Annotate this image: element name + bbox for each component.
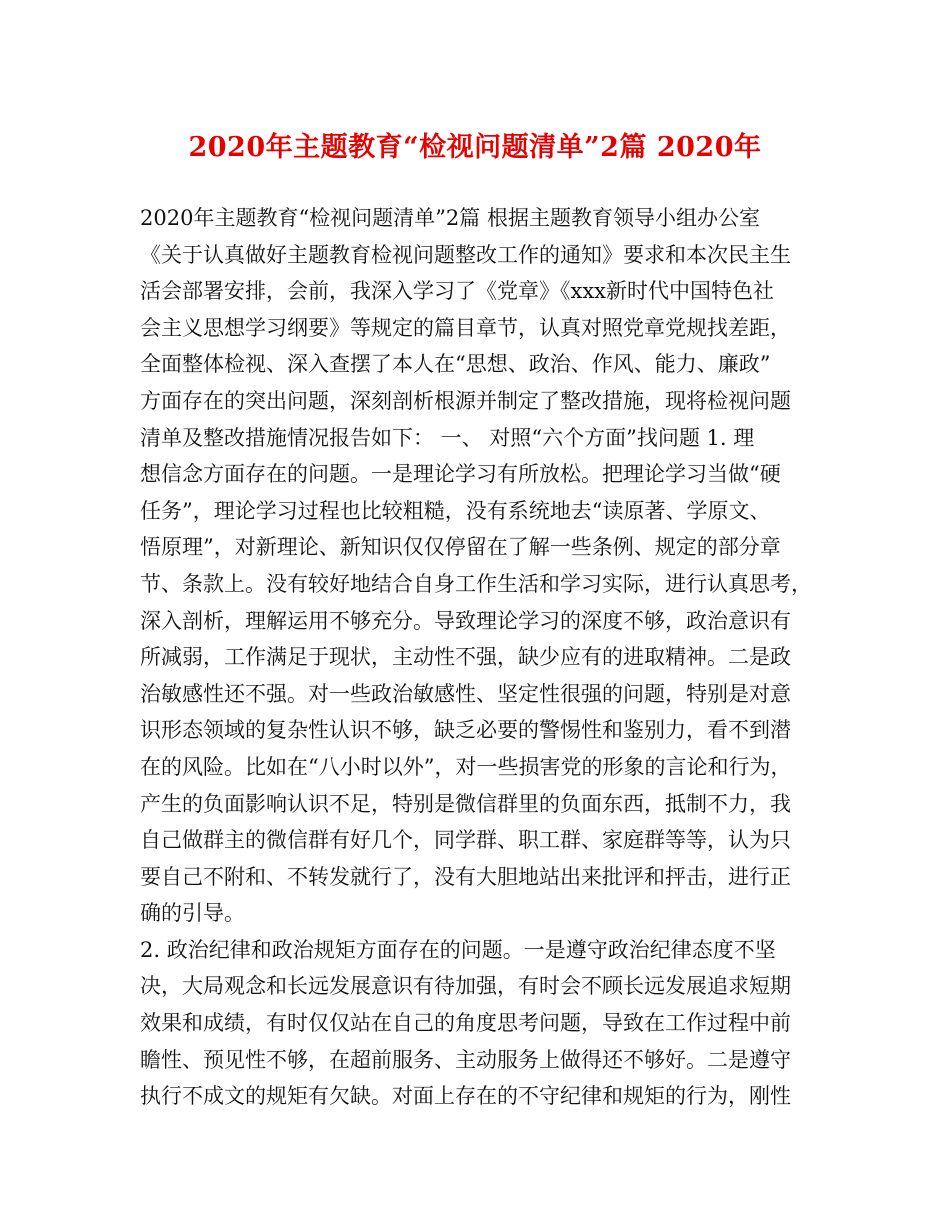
body-line: 想信念方面存在的问题。一是理论学习有所放松。把理论学习当做“硬 [140, 462, 781, 487]
document-title: 2020年主题教育“检视问题清单”2篇 2020年 [188, 132, 762, 163]
body-line: 全面整体检视、深入查摆了本人在“思想、政治、作风、能力、廉政” [140, 352, 771, 377]
body-line: 2. 政治纪律和政治规矩方面存在的问题。一是遵守政治纪律态度不坚 [140, 937, 776, 962]
body-line: 执行不成文的规矩有欠缺。对面上存在的不守纪律和规矩的行为，刚性 [140, 1084, 791, 1109]
body-line: 在的风险。比如在“八小时以外”，对一些损害党的形象的言论和行为， [140, 754, 792, 779]
body-line: 确的引导。 [140, 901, 245, 926]
body-line: 所减弱，工作满足于现状，主动性不强，缺少应有的进取精神。二是政 [140, 645, 791, 670]
body-line: 悟原理”，对新理论、新知识仅仅停留在了解一些条例、规定的部分章 [140, 535, 781, 560]
body-line: 《关于认真做好主题教育检视问题整改工作的通知》要求和本次民主生 [140, 242, 791, 267]
body-line: 瞻性、预见性不够，在超前服务、主动服务上做得还不够好。二是遵守 [140, 1047, 791, 1072]
body-line: 深入剖析，理解运用不够充分。导致理论学习的深度不够，政治意识有 [140, 608, 791, 633]
body-line: 节、条款上。没有较好地结合自身工作生活和学习实际，进行认真思考， [140, 571, 812, 596]
body-line: 2020年主题教育“检视问题清单”2篇 根据主题教育领导小组办公室 [140, 206, 760, 230]
body-line: 清单及整改措施情况报告如下： 一、 对照“六个方面”找问题 1. 理 [140, 425, 755, 450]
body-line: 活会部署安排，会前，我深入学习了《党章》《xxx新时代中国特色社 [140, 279, 775, 304]
body-line: 产生的负面影响认识不足，特别是微信群里的负面东西，抵制不力，我 [140, 791, 791, 816]
body-line: 任务”，理论学习过程也比较粗糙，没有系统地去“读原著、学原文、 [140, 498, 771, 523]
body-line: 效果和成绩，有时仅仅站在自己的角度思考问题，导致在工作过程中前 [140, 1011, 791, 1036]
body-line: 识形态领域的复杂性认识不够，缺乏必要的警惕性和鉴别力，看不到潜 [140, 718, 791, 743]
body-line: 会主义思想学习纲要》等规定的篇目章节，认真对照党章党规找差距， [140, 315, 791, 340]
body-line: 自己做群主的微信群有好几个，同学群、职工群、家庭群等等，认为只 [140, 828, 791, 853]
body-line: 要自己不附和、不转发就行了，没有大胆地站出来批评和抨击，进行正 [140, 864, 791, 889]
body-line: 方面存在的突出问题，深刻剖析根源并制定了整改措施，现将检视问题 [140, 388, 791, 413]
document-body [140, 200, 820, 1115]
body-line: 决，大局观念和长远发展意识有待加强，有时会不顾长远发展追求短期 [140, 974, 791, 999]
body-line: 治敏感性还不强。对一些政治敏感性、坚定性很强的问题，特别是对意 [140, 681, 791, 706]
